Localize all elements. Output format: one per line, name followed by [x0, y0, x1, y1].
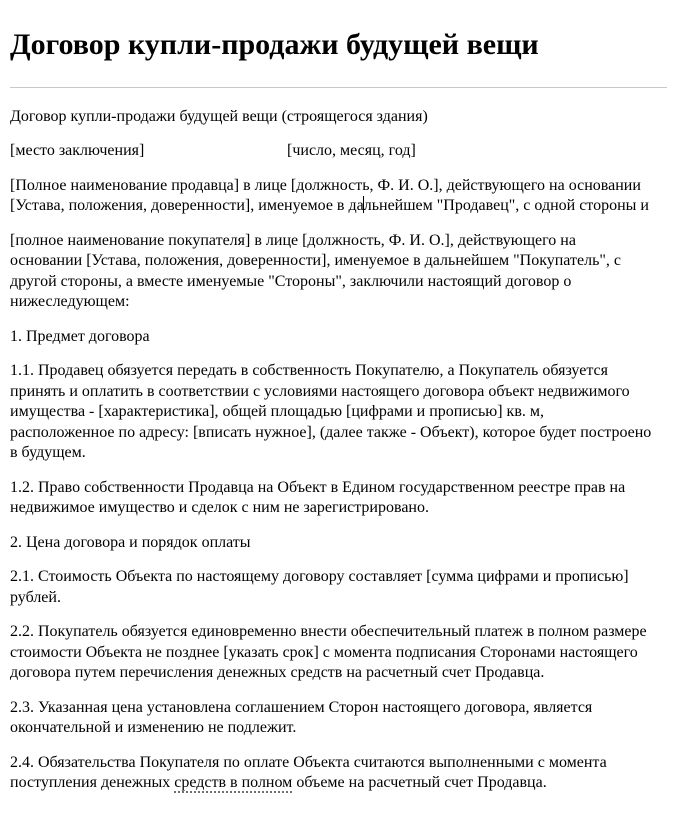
- seller-text-before-caret: [Полное наименование продавца] в лице [должность, Ф. И. О.], действующего на основании [Устава, положения, доверенности], именуемое в да: [10, 176, 641, 214]
- clause-1-2[interactable]: 1.2. Право собственности Продавца на Объект в Едином государственном реестре прав на недвижимое имущество и сделок с ним не зарегистрировано.: [10, 478, 626, 516]
- seller-paragraph[interactable]: [10, 176, 652, 217]
- date-placeholder[interactable]: [число, месяц, год]: [287, 142, 416, 159]
- document-title: Договор купли-продажи будущей вещи: [10, 28, 539, 61]
- spellcheck-underline[interactable]: средств в полном: [174, 774, 293, 791]
- clause-2-2[interactable]: 2.2. Покупатель обязуется единовременно внести обеспечительный платеж в полном размере стоимости Объекта не позднее [указать срок] с момента подписания Сторонами настоящего договора путем перечисления денежных средств на расчетный счет Продавца.: [10, 623, 647, 681]
- meta-row[interactable]: [10, 141, 652, 162]
- seller-text-after-caret: льнейшем "Продавец", с одной стороны и: [363, 197, 649, 214]
- document-subtitle[interactable]: Договор купли-продажи будущей вещи (строящегося здания): [10, 107, 428, 125]
- section-1-heading[interactable]: 1. Предмет договора: [10, 327, 150, 345]
- clause-2-3[interactable]: 2.3. Указанная цена установлена соглашением Сторон настоящего договора, является окончательной и изменению не подлежит.: [10, 698, 593, 736]
- clause-2-4[interactable]: [10, 753, 652, 794]
- document-body[interactable]: [10, 107, 652, 794]
- clause-1-1[interactable]: 1.1. Продавец обязуется передать в собственность Покупателю, а Покупатель обязуется принять и оплатить в соответствии с условиями настоящего договора объект недвижимого имущества - [характеристика], общей площадью [цифрами и прописью] кв. м, расположенное по адресу: [вписать нужное], (далее также - Объект), которое будет построено в будущем.: [10, 362, 652, 461]
- clause-2-4-text-before: 2.4. Обязательства Покупателя по оплате Объекта считаются выполненными с момента поступления денежных: [10, 753, 607, 791]
- clause-2-1[interactable]: 2.1. Стоимость Объекта по настоящему договору составляет [сумма цифрами и прописью] рублей.: [10, 568, 629, 606]
- place-placeholder[interactable]: [место заключения]: [10, 142, 145, 159]
- section-2-heading[interactable]: 2. Цена договора и порядок оплаты: [10, 533, 251, 551]
- title-divider: [10, 87, 667, 88]
- buyer-paragraph[interactable]: [полное наименование покупателя] в лице [должность, Ф. И. О.], действующего на основании [Устава, положения, доверенности], именуемое в дальнейшем "Покупатель", с другой стороны, а вместе именуемые "Стороны", заключили настоящий договор о нижеследующем:: [10, 231, 621, 310]
- clause-2-4-text-after: объеме на расчетный счет Продавца.: [292, 774, 547, 791]
